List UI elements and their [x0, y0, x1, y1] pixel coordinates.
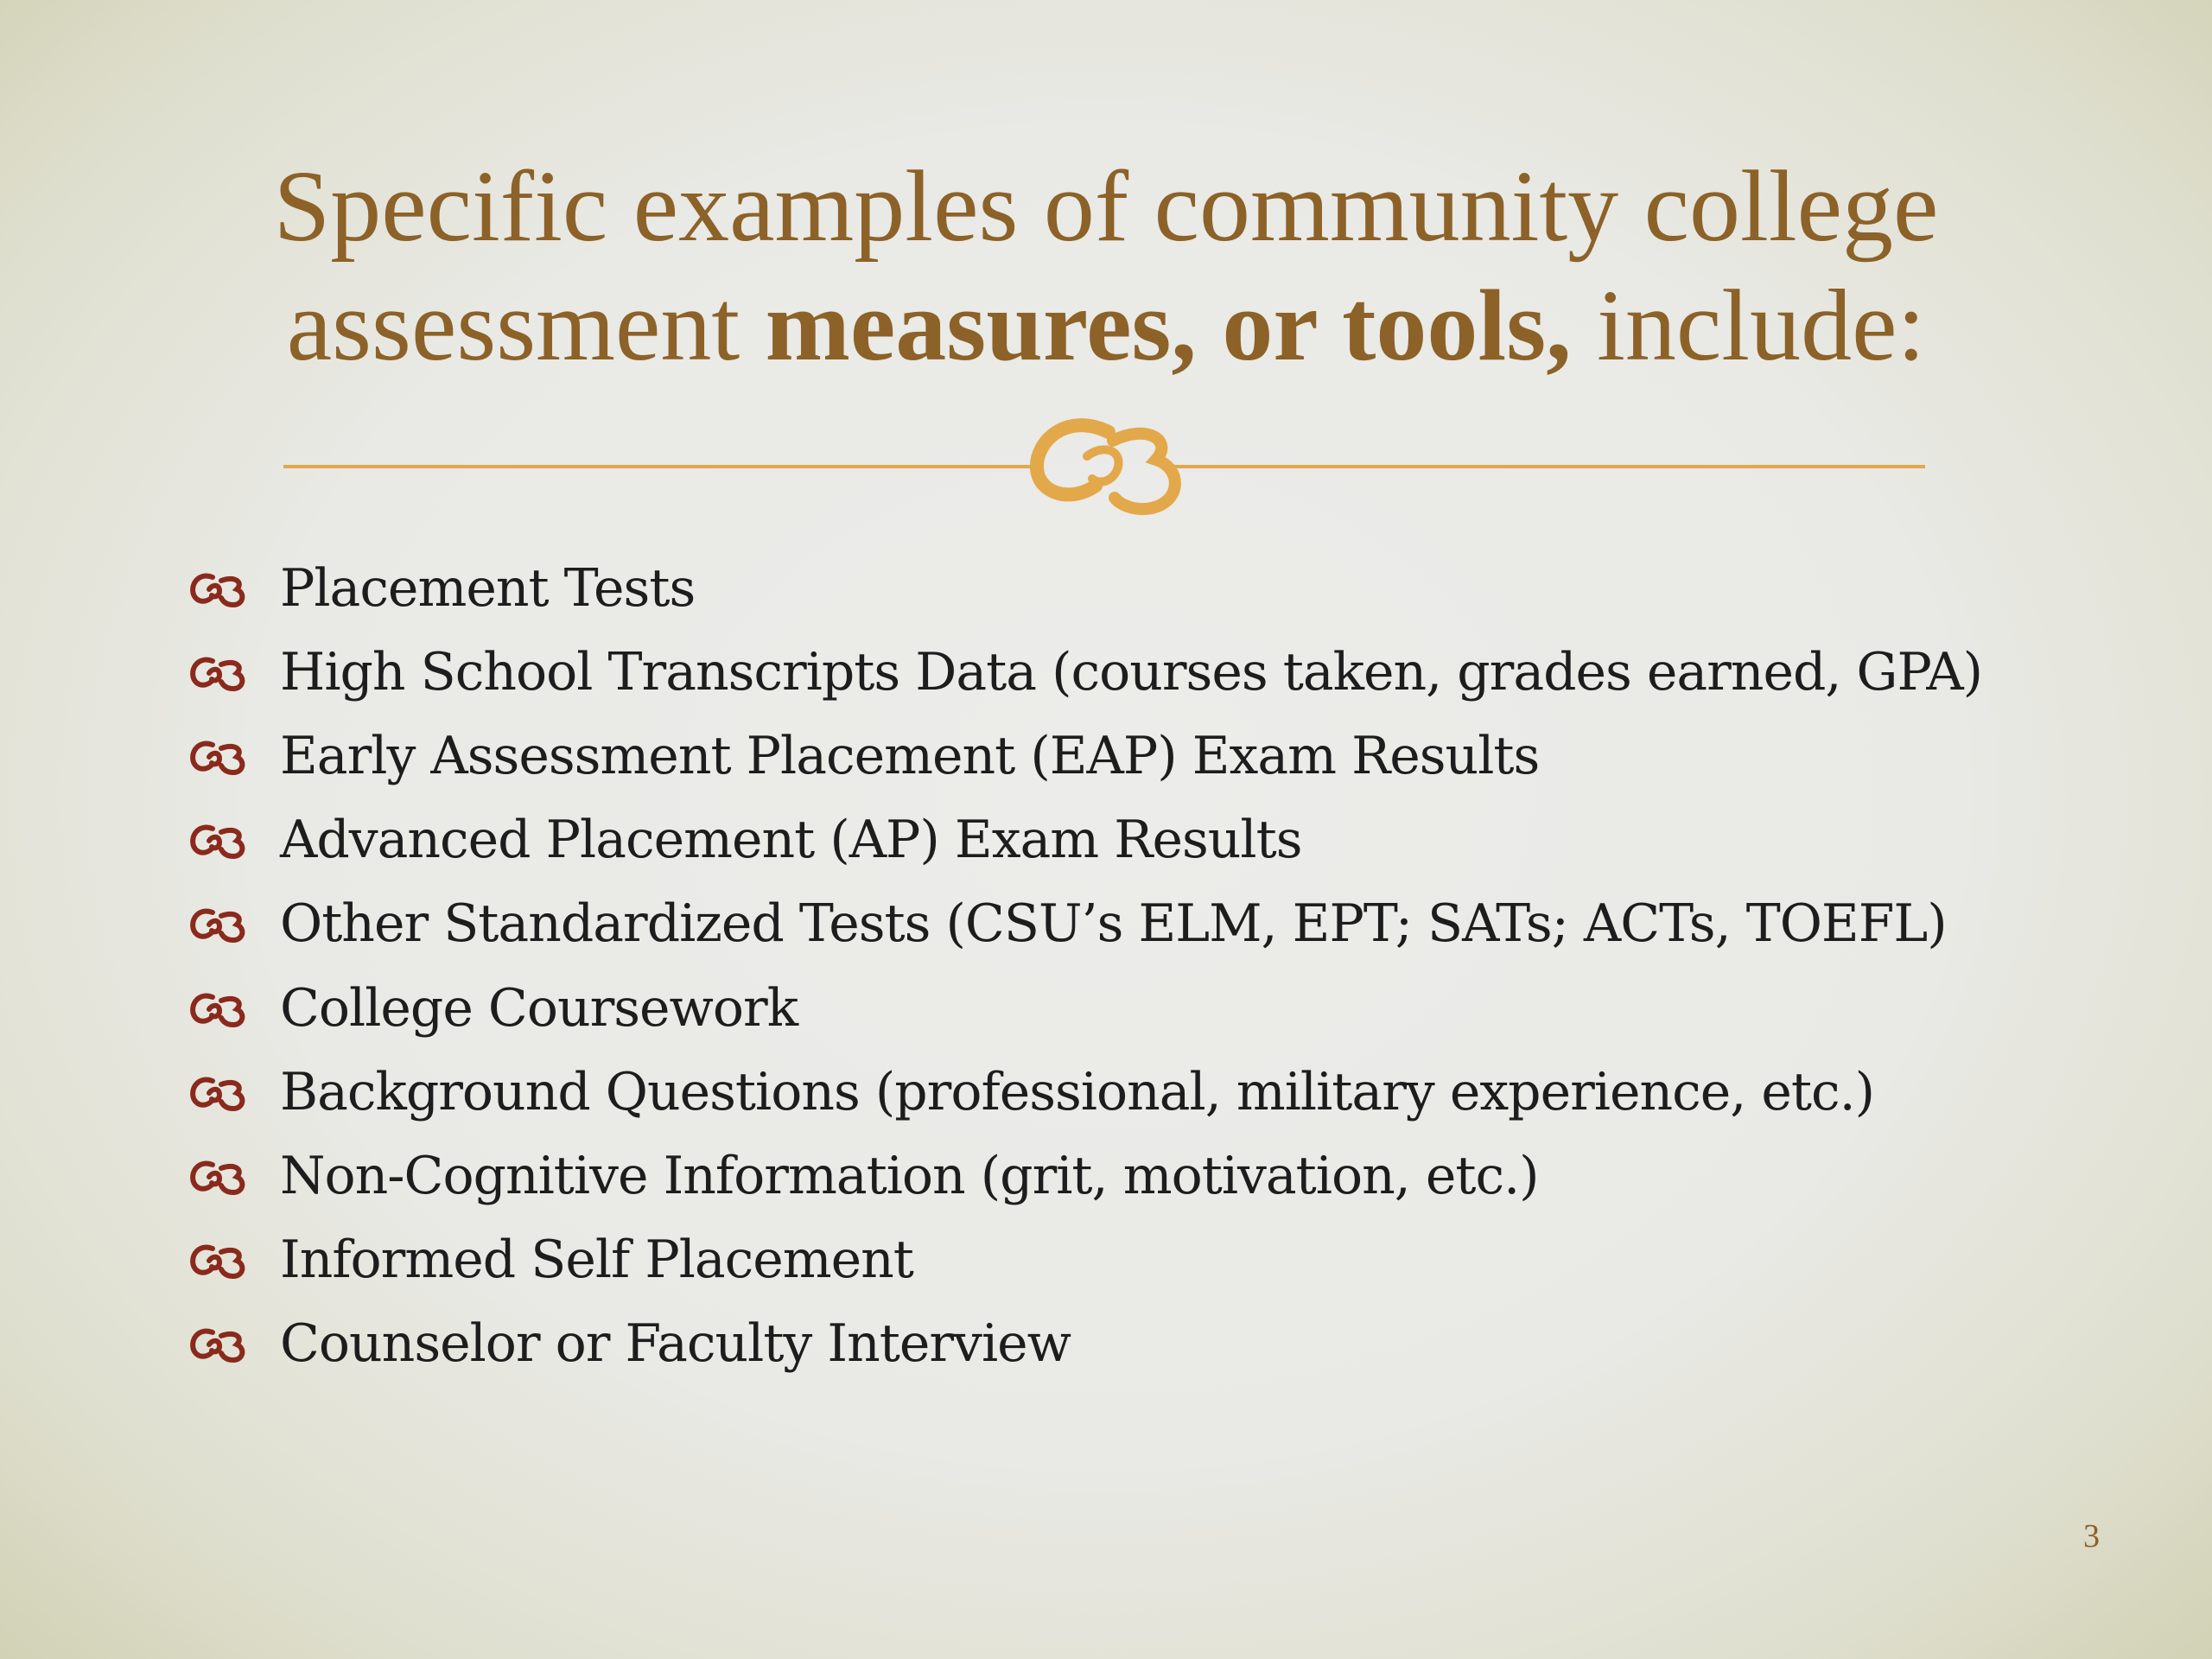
bullet-text: Non-Cognitive Information (grit, motivation, etc.)	[280, 1145, 1539, 1206]
slide-title	[156, 147, 2056, 385]
bullet-text: Early Assessment Placement (EAP) Exam Results	[280, 725, 1540, 786]
list-item	[187, 1302, 2088, 1386]
list-item	[187, 1218, 2088, 1302]
title-divider	[283, 415, 1925, 518]
flourish-bullet-icon	[187, 1320, 249, 1367]
list-item	[187, 714, 2088, 798]
flourish-bullet-icon	[187, 817, 249, 863]
bullet-text: High School Transcripts Data (courses taken, grades earned, GPA)	[280, 641, 1983, 702]
flourish-bullet-icon	[187, 565, 249, 612]
list-item	[187, 1134, 2088, 1217]
list-item	[187, 1050, 2088, 1134]
list-item	[187, 546, 2088, 630]
title-line-2-end: include:	[1571, 269, 1926, 382]
flourish-bullet-icon	[187, 649, 249, 696]
title-line-2-bold: measures, or tools,	[765, 269, 1572, 382]
list-item	[187, 798, 2088, 882]
bullet-text: College Coursework	[280, 977, 798, 1039]
bullet-text: Counselor or Faculty Interview	[280, 1313, 1071, 1375]
list-item	[187, 630, 2088, 714]
bullet-text: Placement Tests	[280, 557, 696, 619]
flourish-bullet-icon	[187, 1153, 249, 1199]
title-line-2-start: assessment	[286, 269, 766, 382]
flourish-bullet-icon	[187, 985, 249, 1032]
flourish-bullet-icon	[187, 733, 249, 779]
flourish-bullet-icon	[187, 1236, 249, 1283]
flourish-bullet-icon	[187, 1069, 249, 1116]
list-item	[187, 966, 2088, 1050]
bullet-text: Informed Self Placement	[280, 1230, 913, 1291]
title-line-1: Specific examples of community college	[273, 149, 1939, 263]
bullet-text: Advanced Placement (AP) Exam Results	[280, 810, 1302, 871]
list-item	[187, 882, 2088, 966]
bullet-list	[187, 546, 2088, 1386]
flourish-bullet-icon	[187, 900, 249, 947]
bullet-text: Background Questions (professional, military experience, etc.)	[280, 1061, 1875, 1122]
flourish-ornament-icon	[1037, 425, 1175, 509]
page-number: 3	[2083, 1518, 2100, 1554]
bullet-text: Other Standardized Tests (CSU’s ELM, EPT; SATs; ACTs, TOEFL)	[280, 893, 1947, 955]
